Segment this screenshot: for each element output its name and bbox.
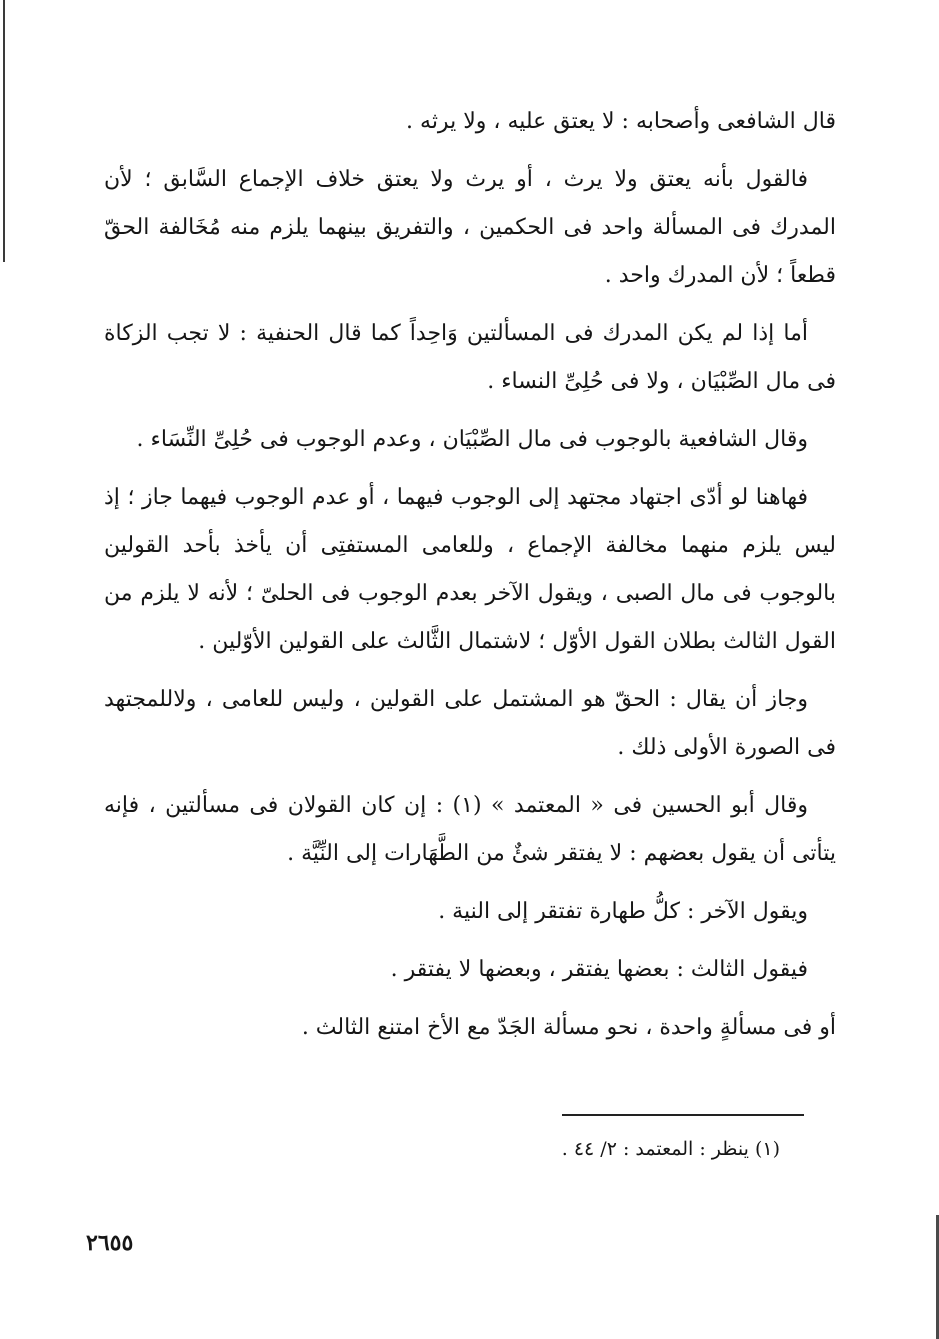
paragraph-10: أو فى مسألةٍ واحدة ، نحو مسألة الجَدّ مع الأخ امتنع الثالث . (301, 1015, 836, 1040)
paragraph-4: وقال الشافعية بالوجوب فى مال الصِّبْيَان ، وعدم الوجوب فى حُلِىِّ النِّسَاء . (136, 427, 808, 452)
paragraph-6: وجاز أن يقال : الحقّ هو المشتمل على القولين ، وليس للعامى ، ولاللمجتهد فى الصورة الأولى ذلك . (104, 687, 836, 760)
paragraph-1: قال الشافعى وأصحابه : لا يعتق عليه ، ولا يرثه . (406, 109, 836, 134)
paragraph-5: فهاهنا لو أدّى اجتهاد مجتهد إلى الوجوب فيهما ، أو عدم الوجوب فيهما جاز ؛ إذ ليس يلزم منهما مخالفة الإجماع ، وللعامى المستفتِى أن يأخذ بأحد القولين بالوجوب فى مال الصبى ، ويقول الآخر بعدم الوجوب فى الحلىّ ؛ لأنه لا يلزم من القول الثالث بطلان القول الأوّل ؛ لاشتمال الثَّالث على القولين الأوّلين . (104, 485, 836, 654)
paragraph-9: فيقول الثالث : بعضها يفتقر ، وبعضها لا يفتقر . (390, 957, 808, 982)
paragraph-2: فالقول بأنه يعتق ولا يرث ، أو يرث ولا يعتق خلاف الإجماع السَّابق ؛ لأن المدرك فى المسألة واحد فى الحكمين ، والتفريق بينهما يلزم منه مُخَالفة الحقّ قطعاً ؛ لأن المدرك واحد . (104, 167, 836, 288)
paragraph-8: ويقول الآخر : كلُّ طهارة تفتقر إلى النية . (438, 899, 808, 924)
footnote-separator (562, 1114, 804, 1116)
paragraph-3: أما إذا لم يكن المدرك فى المسألتين وَاحِداً كما قال الحنفية : لا تجب الزكاة فى مال الصِّبْيَان ، ولا فى حُلِىِّ النساء . (104, 321, 836, 394)
main-text (104, 98, 836, 1062)
footnote: (١) ينظر : المعتمد : ٢/ ٤٤ . (561, 1138, 780, 1160)
scan-edge-line (3, 0, 5, 262)
paragraph-7: وقال أبو الحسين فى « المعتمد » (١) : إن كان القولان فى مسألتين ، فإنه يتأتى أن يقول بعضهم : لا يفتقر شئٌ من الطَّهَارات إلى النِّيَّة . (104, 793, 836, 866)
page-number: ٢٦٥٥ (86, 1230, 134, 1256)
